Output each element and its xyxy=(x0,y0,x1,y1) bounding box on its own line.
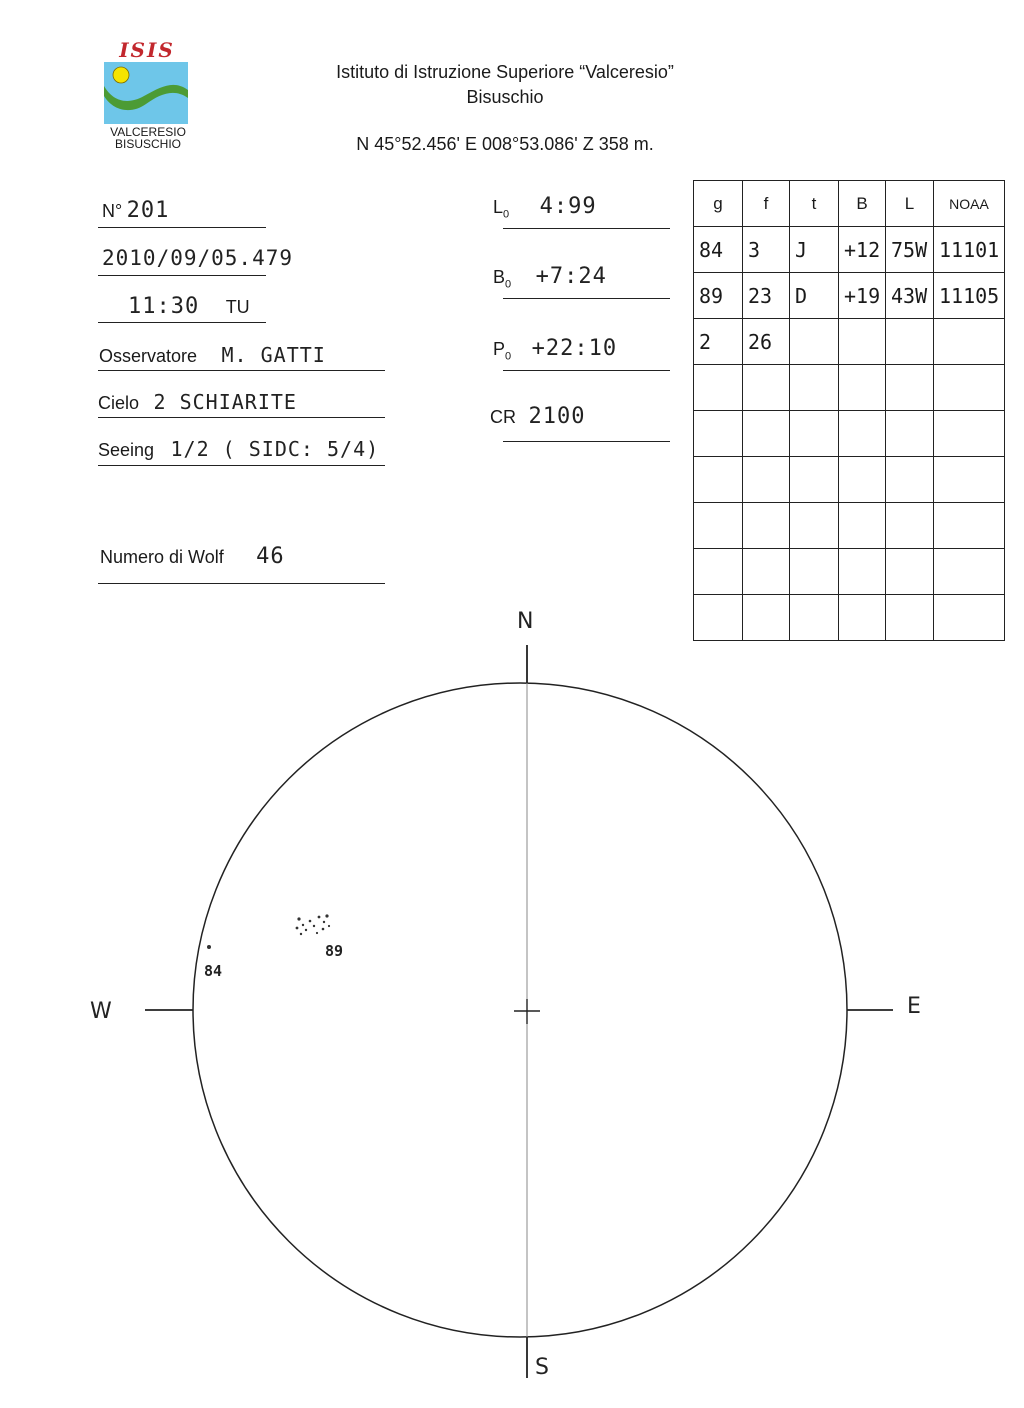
logo-icon xyxy=(104,62,188,124)
wolf-number-field xyxy=(100,544,285,569)
table-cell xyxy=(694,503,743,549)
sky-value: 2 SCHIARITE xyxy=(153,390,297,414)
record-number-value: 201 xyxy=(126,198,170,223)
table-header-row xyxy=(694,181,1005,227)
table-cell xyxy=(694,365,743,411)
table-cell xyxy=(743,503,790,549)
seeing-label: Seeing xyxy=(98,440,155,460)
table-cell: 89 xyxy=(694,273,743,319)
table-row xyxy=(694,503,1005,549)
observation-time: 11:30 xyxy=(128,294,200,319)
table-header-cell: NOAA xyxy=(934,181,1005,227)
table-cell: 23 xyxy=(743,273,790,319)
table-cell xyxy=(886,411,934,457)
table-header-cell: L xyxy=(886,181,934,227)
table-cell xyxy=(886,549,934,595)
table-row xyxy=(694,319,1005,365)
solar-disc-drawing xyxy=(0,600,1024,1390)
institute-city: Bisuschio xyxy=(466,87,544,107)
table-cell xyxy=(839,549,886,595)
sky-label: Cielo xyxy=(98,393,140,413)
table-row xyxy=(694,227,1005,273)
table-cell xyxy=(790,549,839,595)
sunspot-groups-table xyxy=(693,180,1005,641)
time-unit: TU xyxy=(225,297,250,317)
table-cell xyxy=(886,457,934,503)
table-cell xyxy=(934,549,1005,595)
table-cell xyxy=(839,503,886,549)
rule-sky xyxy=(98,417,385,418)
west-label: W xyxy=(90,999,112,1024)
rule-seeing xyxy=(98,465,385,466)
sky-field xyxy=(98,390,297,414)
table-cell: 43W xyxy=(886,273,934,319)
table-cell xyxy=(839,365,886,411)
table-cell: 3 xyxy=(743,227,790,273)
station-coordinates: N 45°52.456' E 008°53.086' Z 358 m. xyxy=(356,134,654,154)
table-row xyxy=(694,457,1005,503)
table-cell xyxy=(694,549,743,595)
table-cell: 26 xyxy=(743,319,790,365)
record-number-label: N° xyxy=(102,201,123,221)
p0-field xyxy=(493,336,617,363)
south-label: S xyxy=(535,1355,549,1380)
wolf-number-label: Numero di Wolf xyxy=(100,547,224,567)
rule-l0 xyxy=(503,228,670,229)
logo-wordmark: ISIS xyxy=(119,38,175,62)
seeing-field xyxy=(98,437,379,461)
table-cell xyxy=(790,319,839,365)
rule-wolf xyxy=(98,583,385,584)
table-cell xyxy=(694,411,743,457)
table-row xyxy=(694,273,1005,319)
table-cell xyxy=(839,457,886,503)
table-cell xyxy=(886,503,934,549)
solar-disc-outline xyxy=(193,683,847,1337)
logo-subtitle xyxy=(96,126,200,150)
sunspot-89-cluster xyxy=(296,914,331,935)
table-row xyxy=(694,549,1005,595)
b0-field xyxy=(493,264,607,291)
table-cell xyxy=(886,365,934,411)
table-cell xyxy=(790,503,839,549)
rule-time xyxy=(98,322,266,323)
table-cell xyxy=(790,365,839,411)
observer-field xyxy=(99,343,326,367)
table-cell xyxy=(743,365,790,411)
table-cell xyxy=(934,365,1005,411)
table-cell: 2 xyxy=(694,319,743,365)
logo-subtitle-line2: BISUSCHIO xyxy=(114,137,181,151)
rule-number xyxy=(98,227,266,228)
logo-subtitle-line1: VALCERESIO xyxy=(110,125,186,139)
table-cell xyxy=(934,319,1005,365)
table-cell xyxy=(934,457,1005,503)
l0-value: 4:99 xyxy=(539,194,597,219)
table-header-cell: g xyxy=(694,181,743,227)
l0-label: $L_0$ xyxy=(493,197,510,221)
table-cell xyxy=(790,457,839,503)
group-84-label: 84 xyxy=(204,962,223,980)
north-label: N xyxy=(517,609,534,634)
seeing-value: 1/2 ( SIDC: 5/4) xyxy=(170,437,380,461)
table-cell: 84 xyxy=(694,227,743,273)
table-row xyxy=(694,411,1005,457)
b0-value: +7:24 xyxy=(535,264,607,289)
rule-p0 xyxy=(503,370,670,371)
table-cell: D xyxy=(790,273,839,319)
observer-value: M. GATTI xyxy=(221,343,326,367)
cr-value: 2100 xyxy=(528,404,586,429)
sunspot-84-dot xyxy=(207,945,211,949)
wolf-number-value: 46 xyxy=(256,544,285,569)
east-label: E xyxy=(907,994,921,1019)
table-cell: 11101 xyxy=(934,227,1005,273)
p0-label: $P_0$ xyxy=(493,339,512,363)
group-89-label: 89 xyxy=(325,942,344,960)
table-cell xyxy=(886,319,934,365)
table-cell: 75W xyxy=(886,227,934,273)
b0-label: $B_0$ xyxy=(493,267,512,291)
rule-observer xyxy=(98,370,385,371)
table-cell xyxy=(839,411,886,457)
table-cell xyxy=(934,411,1005,457)
l0-field xyxy=(493,194,597,221)
table-header-cell: f xyxy=(743,181,790,227)
table-header-cell: B xyxy=(839,181,886,227)
table-row xyxy=(694,365,1005,411)
table-cell xyxy=(839,319,886,365)
table-cell: +19 xyxy=(839,273,886,319)
table-cell xyxy=(694,457,743,503)
table-cell xyxy=(743,549,790,595)
observation-time-field xyxy=(128,294,250,319)
table-cell xyxy=(790,411,839,457)
table-cell: J xyxy=(790,227,839,273)
carrington-rotation-field xyxy=(490,404,585,429)
p0-value: +22:10 xyxy=(531,336,618,361)
rule-date xyxy=(98,275,266,276)
table-cell: 11105 xyxy=(934,273,1005,319)
table-cell xyxy=(934,503,1005,549)
table-cell xyxy=(743,457,790,503)
table-cell xyxy=(743,411,790,457)
table-cell: +12 xyxy=(839,227,886,273)
cr-label: CR xyxy=(490,407,516,427)
institute-name: Istituto di Istruzione Superiore “Valceresio” xyxy=(336,62,674,82)
observer-label: Osservatore xyxy=(99,346,198,366)
rule-cr xyxy=(503,441,670,442)
table-header-cell: t xyxy=(790,181,839,227)
sun-wave-logo xyxy=(104,62,188,124)
rule-b0 xyxy=(503,298,670,299)
observation-date: 2010/09/05.479 xyxy=(102,246,294,270)
record-number-field xyxy=(102,198,169,223)
